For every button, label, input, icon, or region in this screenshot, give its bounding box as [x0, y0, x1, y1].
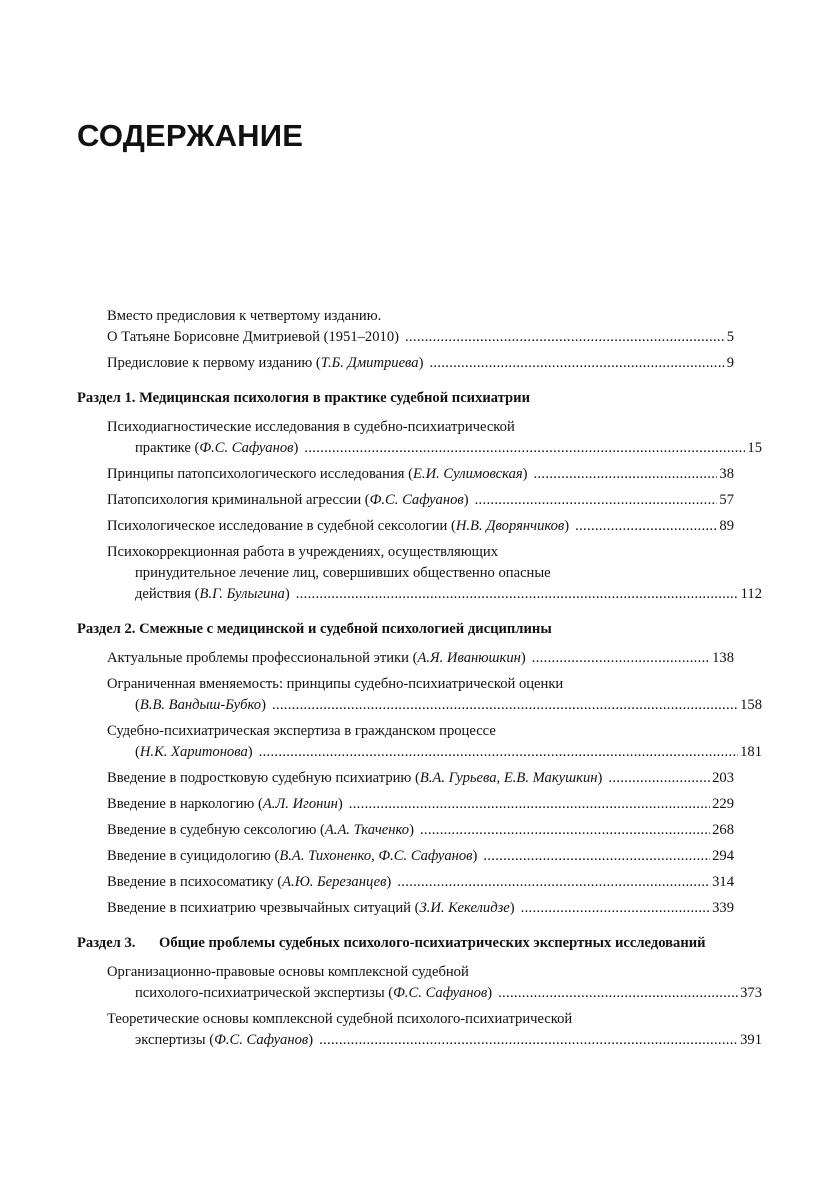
- page-number: 314: [712, 874, 734, 890]
- entry-text: Введение в психосоматику (: [107, 874, 283, 890]
- entry-close: ): [247, 744, 253, 760]
- toc-entry[interactable]: [77, 464, 734, 485]
- entry-line: Ограниченная вменяемость: принципы судебно-психиатрической оценки: [107, 676, 564, 692]
- page-number: 268: [712, 822, 734, 838]
- entry-text: психолого-психиатрической экспертизы (: [135, 985, 394, 1001]
- toc-entry-foreword-1st[interactable]: [77, 353, 734, 374]
- leader-dots: [608, 768, 710, 789]
- entry-author: Ф.С. Сафуанов: [369, 492, 464, 508]
- entry-author: З.И. Кекелидзе: [419, 900, 510, 916]
- page-number: 38: [719, 466, 734, 482]
- toc-entry[interactable]: [77, 516, 734, 537]
- section-number: Раздел 3.: [77, 935, 136, 951]
- page-number: 203: [712, 770, 734, 786]
- entry-close: ): [337, 796, 343, 812]
- entry-text: Введение в суицидологию (: [107, 848, 280, 864]
- section-heading-1: Раздел 1. Медицинская психология в практике судебной психиатрии: [77, 390, 530, 406]
- leader-dots: [296, 584, 739, 605]
- page-number: 112: [740, 586, 762, 602]
- entry-close: ): [520, 650, 526, 666]
- page-number: 373: [740, 985, 762, 1001]
- entry-close: ): [409, 822, 414, 838]
- entry-line: Судебно-психиатрическая экспертиза в гражданском процессе: [107, 723, 496, 739]
- entry-author: А.Ю. Березанцев: [282, 874, 387, 890]
- entry-close: ): [597, 770, 603, 786]
- page-number: 9: [726, 355, 734, 371]
- entry-line: Вместо предисловия к четвертому изданию.: [107, 308, 382, 324]
- entry-text: Введение в наркологию (: [107, 796, 263, 812]
- page-number: 5: [726, 329, 734, 345]
- leader-dots: [397, 872, 710, 893]
- entry-text: Введение в судебную сексологию (: [107, 822, 325, 838]
- leader-dots: [534, 464, 718, 485]
- entry-line: Теоретические основы комплексной судебной психолого-психиатрической: [107, 1011, 573, 1027]
- toc-entry[interactable]: [77, 1009, 762, 1051]
- entry-close: ): [522, 466, 528, 482]
- entry-close: ): [418, 355, 424, 371]
- page-number: 138: [712, 650, 734, 666]
- toc-entry[interactable]: [77, 648, 734, 669]
- page-number: 158: [740, 697, 762, 713]
- entry-text: (: [135, 744, 140, 760]
- entry-author: Ф.С. Сафуанов: [199, 440, 294, 456]
- toc-entry[interactable]: [77, 898, 734, 919]
- page-number: 229: [712, 796, 734, 812]
- page-number: 339: [712, 900, 734, 916]
- toc-entry[interactable]: [77, 417, 762, 459]
- entry-author: А.А. Ткаченко: [324, 822, 410, 838]
- toc-entry[interactable]: [77, 962, 762, 1004]
- toc-entry[interactable]: [77, 490, 734, 511]
- entry-line: Психодиагностические исследования в судебно-психиатрической: [107, 419, 515, 435]
- entry-author: Ф.С. Сафуанов: [214, 1032, 309, 1048]
- entry-text: Патопсихология криминальной агрессии (: [107, 492, 370, 508]
- section-title: Общие проблемы судебных психолого-психиатрических экспертных исследований: [159, 935, 706, 951]
- entry-author: Н.В. Дворянчиков: [455, 518, 565, 534]
- entry-author: А.Л. Игонин: [262, 796, 338, 812]
- leader-dots: [272, 695, 738, 716]
- entry-close: ): [487, 985, 493, 1001]
- entry-close: ): [472, 848, 478, 864]
- entry-text: Психологическое исследование в судебной сексологии (: [107, 518, 456, 534]
- entry-line: принудительное лечение лиц, совершивших общественно опасные: [135, 565, 551, 581]
- page-number: 181: [740, 744, 762, 760]
- toc-entry[interactable]: [77, 872, 734, 893]
- entry-author: Т.Б. Дмитриева: [320, 355, 419, 371]
- entry-author: А.Я. Иванюшкин: [417, 650, 521, 666]
- leader-dots: [475, 490, 718, 511]
- entry-text: практике (: [135, 440, 200, 456]
- leader-dots: [429, 353, 724, 374]
- entry-close: ): [463, 492, 469, 508]
- leader-dots: [483, 846, 710, 867]
- leader-dots: [349, 794, 710, 815]
- entry-author: В.В. Вандыш-Бубко: [139, 697, 262, 713]
- toc-entry-foreword-4th[interactable]: [77, 306, 734, 348]
- page-number: 57: [719, 492, 734, 508]
- entry-text: Предисловие к первому изданию (: [107, 355, 321, 371]
- entry-text: экспертизы (: [135, 1032, 215, 1048]
- leader-dots: [575, 516, 717, 537]
- section-heading-3: [77, 933, 734, 953]
- entry-text: Введение в подростковую судебную психиатрию (: [107, 770, 420, 786]
- toc-entry[interactable]: [77, 542, 762, 605]
- entry-author: В.Г. Булыгина: [199, 586, 285, 602]
- leader-dots: [259, 742, 738, 763]
- entry-author: В.А. Гурьева, Е.В. Макушкин: [419, 770, 598, 786]
- toc-entry[interactable]: [77, 846, 734, 867]
- leader-dots: [420, 820, 710, 841]
- leader-dots: [319, 1030, 738, 1051]
- entry-author: Н.К. Харитонова: [139, 744, 248, 760]
- section-heading-2: Раздел 2. Смежные с медицинской и судебной психологией дисциплины: [77, 621, 552, 637]
- entry-close: ): [509, 900, 515, 916]
- entry-close: ): [284, 586, 290, 602]
- leader-dots: [304, 438, 745, 459]
- toc-entry[interactable]: [77, 768, 734, 789]
- entry-text: Принципы патопсихологического исследования (: [107, 466, 413, 482]
- page-number: 15: [747, 440, 762, 456]
- page-number: 89: [719, 518, 734, 534]
- leader-dots: [532, 648, 710, 669]
- entry-text: действия (: [135, 586, 200, 602]
- leader-dots: [521, 898, 710, 919]
- entry-line: Психокоррекционная работа в учреждениях, осуществляющих: [107, 544, 499, 560]
- toc-entry[interactable]: [77, 794, 734, 815]
- entry-text: Введение в психиатрию чрезвычайных ситуаций (: [107, 900, 420, 916]
- entry-close: ): [293, 440, 299, 456]
- leader-dots: [498, 983, 738, 1004]
- entry-author: Е.И. Сулимовская: [413, 466, 523, 482]
- entry-author: В.А. Тихоненко, Ф.С. Сафуанов: [279, 848, 473, 864]
- toc-entry[interactable]: [77, 721, 762, 763]
- page-title: СОДЕРЖАНИЕ: [77, 118, 304, 153]
- entry-text: О Татьяне Борисовне Дмитриевой (1951–2010): [107, 329, 399, 345]
- toc-entry[interactable]: [77, 820, 734, 841]
- entry-close: ): [261, 697, 266, 713]
- page-number: 391: [740, 1032, 762, 1048]
- entry-text: Актуальные проблемы профессиональной этики (: [107, 650, 418, 666]
- entry-close: ): [564, 518, 570, 534]
- entry-text: (: [135, 697, 140, 713]
- page-number: 294: [712, 848, 734, 864]
- entry-author: Ф.С. Сафуанов: [393, 985, 488, 1001]
- entry-line: Организационно-правовые основы комплексной судебной: [107, 964, 469, 980]
- leader-dots: [405, 327, 725, 348]
- table-of-contents: [77, 306, 762, 1051]
- entry-close: ): [386, 874, 392, 890]
- entry-close: ): [308, 1032, 314, 1048]
- toc-entry[interactable]: [77, 674, 762, 716]
